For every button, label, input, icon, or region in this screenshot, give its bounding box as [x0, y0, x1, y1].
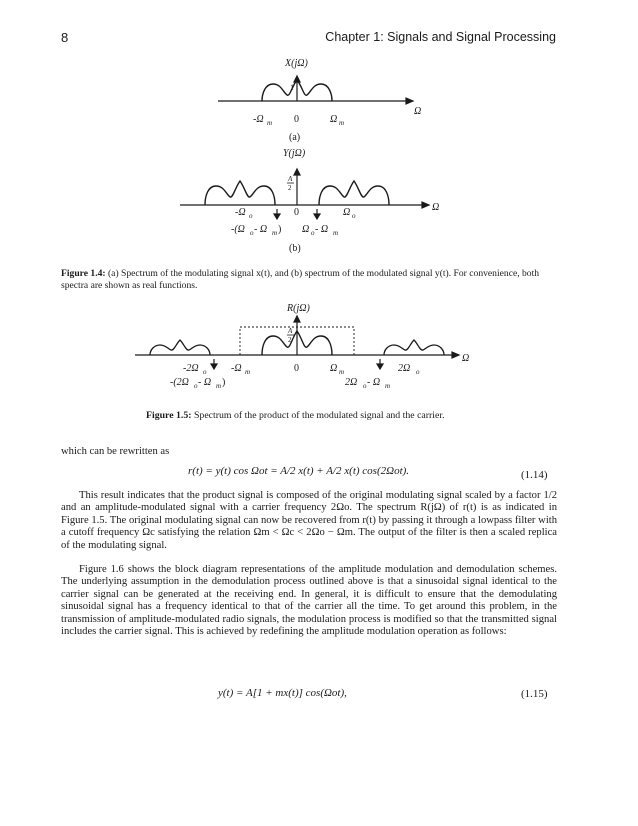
equation-1-14: r(t) = y(t) cos Ωot = A/2 x(t) + A/2 x(t) cos(2Ωot). [188, 465, 410, 477]
svg-text:- Ω: - Ω [315, 224, 329, 235]
fig-a-panel: (a) [289, 132, 301, 143]
svg-text:): ) [222, 377, 226, 388]
svg-text:m: m [267, 119, 273, 127]
tick-lower-left: -(2Ω [170, 377, 189, 388]
paragraph-2-text: Figure 1.6 shows the block diagram representations of the amplitude modulation and demodulation schemes. The underlying assumption in the demodulation process outlined above is that a sinusoidal signal identical to the carrier signal can be generated at the receiving end. In general, it is difficult to ensure that the demodulating sinusoidal signal has a frequency identical to that of the carrier all the time. To get around this problem, in the transmission of amplitude-modulated radio signals, the modulation process is modified so that the transmitted signal includes the carrier signal. This is achieved by redefining the amplitude modulation operation as follows: [61, 564, 557, 638]
tick-zero: 0 [294, 363, 299, 374]
svg-text:): ) [278, 224, 282, 235]
svg-text:- Ω: - Ω [198, 377, 212, 388]
svg-text:o: o [249, 212, 253, 220]
svg-text:m: m [333, 229, 339, 237]
caption-1-5-text: Spectrum of the product of the modulated signal and the carrier. [191, 410, 445, 421]
fig-b-xright: Ω [343, 207, 351, 218]
svg-text:m: m [272, 229, 278, 237]
paragraph-2 [61, 564, 557, 638]
paragraph-1 [61, 490, 557, 552]
svg-text:m: m [245, 368, 251, 376]
svg-text:m: m [385, 382, 391, 390]
fig-a-peak: 1 [290, 83, 294, 92]
fig-1-5-ylabel: R(jΩ) [287, 303, 310, 314]
svg-text:o: o [203, 368, 207, 376]
fig-b-peak-num: A [288, 175, 293, 183]
fig-a-xleft: -Ω [253, 114, 264, 125]
svg-text:o: o [194, 382, 198, 390]
fig-b-lower-left: -(Ω [231, 224, 245, 235]
svg-text:m: m [339, 119, 345, 127]
caption-1-4-label: Figure 1.4: [61, 268, 106, 279]
svg-text:o: o [416, 368, 420, 376]
fig-b-xzero: 0 [294, 207, 299, 218]
caption-1-5 [146, 410, 566, 422]
tick-neg-omega-m: -Ω [231, 363, 242, 374]
svg-text:m: m [339, 368, 345, 376]
svg-text:o: o [363, 382, 367, 390]
tick-neg-2omega: -2Ω [183, 363, 199, 374]
equation-1-15-number: (1.15) [521, 688, 548, 700]
svg-text:m: m [216, 382, 222, 390]
fig-a-axis-label: Ω [414, 106, 422, 117]
svg-text:o: o [352, 212, 356, 220]
tick-omega-m: Ω [330, 363, 338, 374]
fig-a-ylabel: X(jΩ) [285, 58, 308, 69]
svg-text:- Ω: - Ω [367, 377, 381, 388]
fig-b-peak-den: 2 [288, 184, 292, 192]
fig-b-axis-label: Ω [432, 202, 440, 213]
svg-text:- Ω: - Ω [254, 224, 268, 235]
fig-b-lower-right: Ω [302, 224, 310, 235]
tick-lower-right: 2Ω [345, 377, 358, 388]
equation-1-15: y(t) = A[1 + mx(t)] cos(Ωot), [218, 687, 347, 699]
fig-1-5-left-lobe [150, 340, 210, 355]
svg-text:o: o [250, 229, 254, 237]
fig-b-xleft: -Ω [235, 207, 246, 218]
fig-a-xright: Ω [330, 114, 338, 125]
page-number: 8 [61, 30, 69, 45]
chapter-title: Chapter 1: Signals and Signal Processing [325, 30, 556, 44]
para-intro: which can be rewritten as [61, 446, 170, 457]
svg-text:2: 2 [288, 336, 292, 344]
equation-1-14-number: (1.14) [521, 469, 548, 481]
svg-text:o: o [311, 229, 315, 237]
fig-1-5-axis-label: Ω [462, 353, 470, 364]
caption-1-5-label: Figure 1.5: [146, 410, 192, 421]
fig-b-panel: (b) [289, 243, 301, 254]
fig-b-ylabel: Y(jΩ) [283, 148, 306, 159]
fig-1-5-right-lobe [384, 340, 444, 355]
tick-2omega: 2Ω [398, 363, 411, 374]
paragraph-1-text: This result indicates that the product signal is composed of the original modulating signal scaled by a factor 1/2 and an amplitude-modulated signal with a carrier frequency 2Ωo. The spectrum R(jΩ) of r(t) is as indicated in Figure 1.5. The original modulating signal can now be recovered from r(t) by passing it through a lowpass filter with a cutoff frequency Ωc satisfying the relation Ωm < Ωc < 2Ωo − Ωm. The output of the filter is then a scaled replica of the modulating signal. [61, 490, 557, 551]
fig-a-xzero: 0 [294, 114, 299, 125]
svg-text:A: A [288, 327, 293, 335]
caption-1-4-text: (a) Spectrum of the modulating signal x(t), and (b) spectrum of the modulated signal y(t). For convenience, both spectra are shown as real functions. [61, 268, 540, 291]
